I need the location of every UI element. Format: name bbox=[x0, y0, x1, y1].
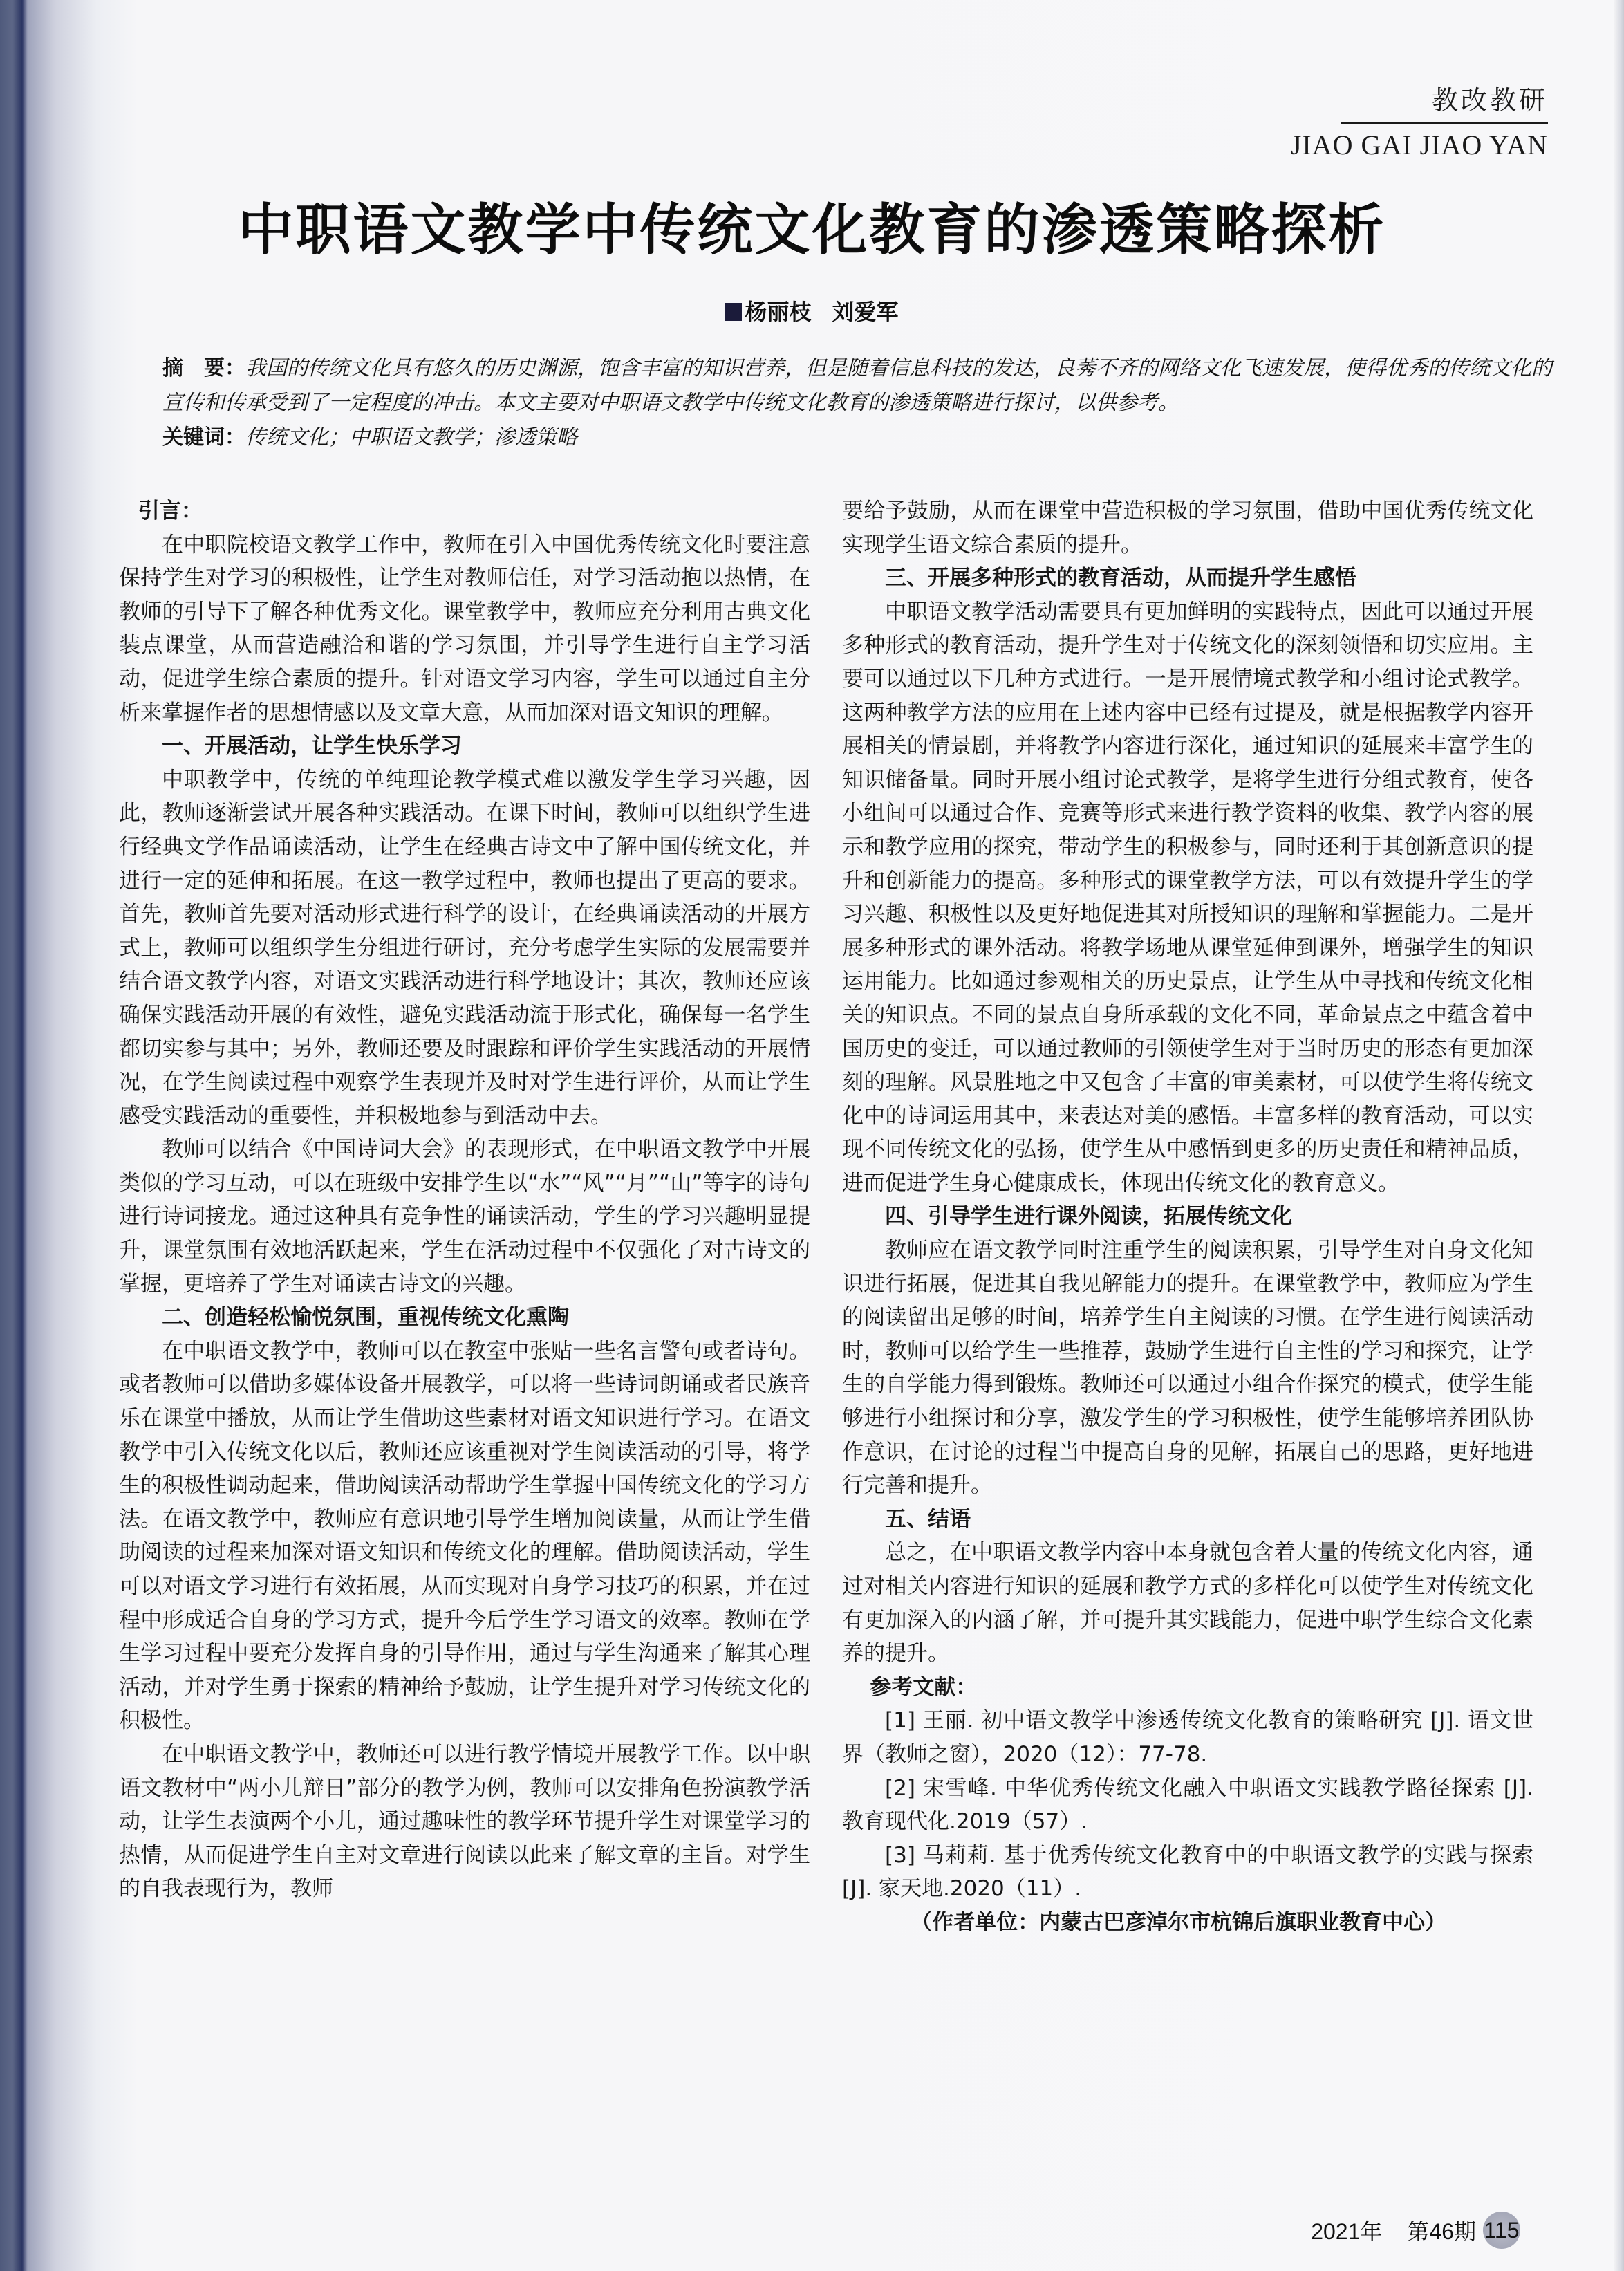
intro-paragraph: 在中职院校语文教学工作中，教师在引入中国优秀传统文化时要注意保持学生对学习的积极性，让学生对教师信任，对学习活动抱以热情，在教师的引导下了解各种优秀文化。课堂教学中，教师应充分利用古典文化装点课堂，从而营造融洽和谐的学习氛围，并引导学生进行自主学习活动，促进学生综合素质的提升。针对语文学习内容，学生可以通过自主分析来掌握作者的思想情感以及文章大意，从而加深对语文知识的理解。 bbox=[119, 532, 810, 725]
section-1-paragraph-1: 中职教学中，传统的单纯理论教学模式难以激发学生学习兴趣，因此，教师逐渐尝试开展各种实践活动。在课下时间，教师可以组织学生进行经典文学作品诵读活动，让学生在经典古诗文中了解中国传统文化，并进行一定的延伸和拓展。在这一教学过程中，教师也提出了更高的要求。首先，教师首先要对活动形式进行科学的设计，在经典诵读活动的开展方式上，教师可以组织学生分组进行研讨，充分考虑学生实际的发展需要并结合语文教学内容，对语文实践活动进行科学地设计；其次，教师还应该确保实践活动开展的有效性，避免实践活动流于形式化，确保每一名学生都切实参与其中；另外，教师还要及时跟踪和评价学生实践活动的开展情况，在学生阅读过程中观察学生表现并及时对学生进行评价，从而让学生感受实践活动的重要性，并积极地参与到活动中去。 bbox=[119, 767, 810, 1129]
right-column bbox=[842, 494, 1533, 1940]
page-number-badge: 115 bbox=[1483, 2212, 1520, 2249]
references-heading: 参考文献： bbox=[870, 1674, 978, 1700]
section-4-heading: 四、引导学生进行课外阅读，拓展传统文化 bbox=[885, 1204, 1292, 1230]
section-2-heading: 二、创造轻松愉悦氛围，重视传统文化熏陶 bbox=[162, 1305, 569, 1331]
reference-item: [2] 宋雪峰. 中华优秀传统文化融入中职语文实践教学路径探索 [J]. 教育现代化.2019（57）. bbox=[842, 1775, 1533, 1835]
section-header bbox=[1432, 87, 1548, 119]
issue-number: 第46期 bbox=[1407, 2219, 1476, 2244]
abstract bbox=[121, 351, 1559, 420]
keywords-label: 关键词： bbox=[162, 425, 245, 449]
author-marker-icon bbox=[725, 303, 742, 321]
abstract-text-2: 使得优秀的传统文化的宣传和传承受到了一定程度的冲击。本文主要对中职语文教学中传统文化教育的渗透策略进行探讨，以供参考。 bbox=[162, 356, 1552, 415]
section-4-paragraph: 教师应在语文教学同时注重学生的阅读积累，引导学生对自身文化知识进行拓展，促进其自我见解能力的提升。在课堂教学中，教师应为学生的阅读留出足够的时间，培养学生自主阅读的习惯。在学生进行阅读活动时，教师可以给学生一些推荐，鼓励学生进行自主性的学习和探究，让学生的自学能力得到锻炼。教师还可以通过小组合作探究的模式，使学生能够进行小组探讨和分享，激发学生的学习积极性，使学生能够培养团队协作意识，在讨论的过程当中提高自身的见解，拓展自己的思路，更好地进行完善和提升。 bbox=[842, 1238, 1533, 1499]
section-5-paragraph: 总之，在中职语文教学内容中本身就包含着大量的传统文化内容，通过对相关内容进行知识的延展和教学方式的多样化可以使学生对传统文化有更加深入的内涵了解，并可提升其实践能力，促进中职学生综合文化素养的提升。 bbox=[842, 1540, 1533, 1667]
left-column bbox=[119, 494, 810, 1906]
author-name: 杨丽枝 bbox=[745, 299, 812, 325]
section-1-paragraph-2: 教师可以结合《中国诗词大会》的表现形式，在中职语文教学中开展类似的学习互动，可以在班级中安排学生以“水”“风”“月”“山”等字的诗句进行诗词接龙。通过这种具有竞争性的诵读活动，学生的学习兴趣明显提升，课堂氛围有效地活跃起来，学生在活动过程中不仅强化了对古诗文的掌握，更培养了学生对诵读古诗文的兴趣。 bbox=[119, 1137, 810, 1297]
section-1-heading: 一、开展活动，让学生快乐学习 bbox=[162, 734, 462, 759]
intro-heading: 引言： bbox=[138, 499, 203, 523]
continued-paragraph: 要给予鼓励，从而在课堂中营造积极的学习氛围，借助中国优秀传统文化实现学生语文综合素质的提升。 bbox=[842, 499, 1533, 557]
section-2-paragraph-1: 在中职语文教学中，教师可以在教室中张贴一些名言警句或者诗句。或者教师可以借助多媒体设备开展教学，可以将一些诗词朗诵或者民族音乐在课堂中播放，从而让学生借助这些素材对语文知识进行学习。在语文教学中引入传统文化以后，教师还应该重视对学生阅读活动的引导，将学生的积极性调动起来，借助阅读活动帮助学生掌握中国传统文化的学习方法。在语文教学中，教师应有意识地引导学生增加阅读量，从而让学生借助阅读的过程来加深对语文知识和传统文化的理解。借助阅读活动，学生可以对语文学习进行有效拓展，从而实现对自身学习技巧的积累，并在过程中形成适合自身的学习方式，提升今后学生学习语文的效率。教师在学生学习过程中要充分发挥自身的引导作用，通过与学生沟通来了解其心理活动，并对学生勇于探索的精神给予鼓励，让学生提升对学习传统文化的积极性。 bbox=[119, 1338, 810, 1734]
issue-year: 2021年 bbox=[1311, 2219, 1383, 2244]
section-3-heading: 三、开展多种形式的教育活动，从而提升学生感悟 bbox=[885, 566, 1356, 591]
abstract-text-1: 我国的传统文化具有悠久的历史渊源，饱含丰富的知识营养，但是随着信息科技的发达，良莠不齐的网络文化飞速发展， bbox=[245, 356, 1345, 380]
reference-item: [3] 马莉莉. 基于优秀传统文化教育中的中职语文教学的实践与探索 [J]. 家天地.2020（11）. bbox=[842, 1842, 1533, 1902]
author-name: 刘爱军 bbox=[832, 299, 899, 325]
article-title: 中职语文教学中传统文化教育的渗透策略探析 bbox=[238, 197, 1386, 262]
keywords-text: 传统文化；中职语文教学；渗透策略 bbox=[245, 425, 577, 449]
abstract-block bbox=[121, 351, 1559, 455]
section-title-cn: 教改教研 bbox=[1431, 85, 1548, 115]
page-edge bbox=[1614, 0, 1624, 2271]
section-5-heading: 五、结语 bbox=[885, 1506, 971, 1532]
page-footer bbox=[1311, 2212, 1520, 2249]
author-line bbox=[0, 295, 1624, 326]
author-affiliation: （作者单位：内蒙古巴彦淖尔市杭锦后旗职业教育中心） bbox=[911, 1909, 1447, 1935]
section-2-paragraph-2: 在中职语文教学中，教师还可以进行教学情境开展教学工作。以中职语文教材中“两小儿辩日”部分的教学为例，教师可以安排角色扮演教学活动，让学生表演两个小儿，通过趣味性的教学环节提升学生对课堂学习的热情，从而促进学生自主对文章进行阅读以此来了解文章的主旨。对学生的自我表现行为，教师 bbox=[119, 1741, 810, 1902]
keywords bbox=[121, 420, 1559, 455]
section-3-paragraph: 中职语文教学活动需要具有更加鲜明的实践特点，因此可以通过开展多种形式的教育活动，提升学生对于传统文化的深刻领悟和切实应用。主要可以通过以下几种方式进行。一是开展情境式教学和小组讨论式教学。这两种教学方法的应用在上述内容中已经有过提及，就是根据教学内容开展相关的情景剧，并将教学内容进行深化，通过知识的延展来丰富学生的知识储备量。同时开展小组讨论式教学，是将学生进行分组式教育，使各小组间可以通过合作、竞赛等形式来进行教学资料的收集、教学内容的展示和教学应用的探究，带动学生的积极参与，同时还利于其创新意识的提升和创新能力的提高。多种形式的课堂教学方法，可以有效提升学生的学习兴趣、积极性以及更好地促进其对所授知识的理解和掌握能力。二是开展多种形式的课外活动。将教学场地从课堂延伸到课外，增强学生的知识运用能力。比如通过参观相关的历史景点，让学生从中寻找和传统文化相关的知识点。不同的景点自身所承载的文化不同，革命景点之中蕴含着中国历史的变迁，可以通过教师的引领使学生对于当时历史的形态有更加深刻的理解。风景胜地之中又包含了丰富的审美素材，可以使学生将传统文化中的诗词运用其中，来表达对美的感悟。丰富多样的教育活动，可以实现不同传统文化的弘扬，使学生从中感悟到更多的历史责任和精神品质，进而促进学生身心健康成长，体现出传统文化的教育意义。 bbox=[842, 599, 1533, 1196]
section-title-en: JIAO GAI JIAO YAN bbox=[1290, 129, 1548, 160]
reference-item: [1] 王丽. 初中语文教学中渗透传统文化教育的策略研究 [J]. 语文世界（教师之窗），2020（12）：77-78. bbox=[842, 1708, 1533, 1767]
abstract-label: 摘 要： bbox=[162, 356, 245, 380]
header-rule bbox=[1341, 122, 1548, 124]
